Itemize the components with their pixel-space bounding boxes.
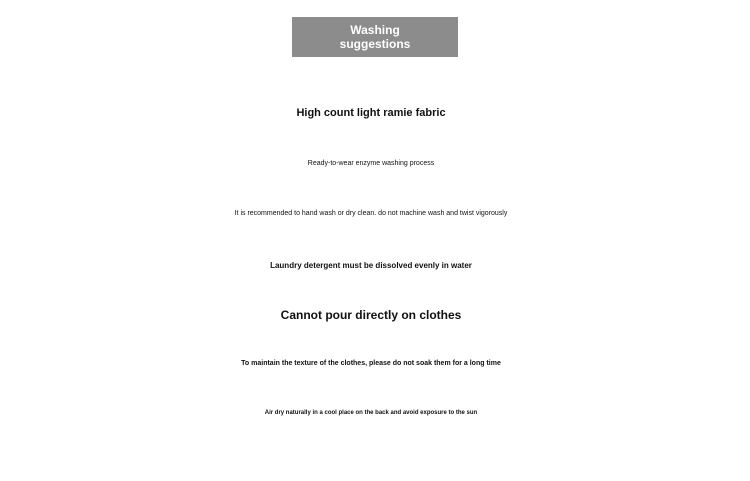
title-line-2: suggestions bbox=[339, 37, 411, 51]
title-line-1: Washing bbox=[350, 23, 400, 37]
washing-suggestions-title-box bbox=[292, 17, 458, 57]
suggestion-detergent: Laundry detergent must be dissolved evenly in water bbox=[270, 261, 472, 270]
suggestion-no-soak: To maintain the texture of the clothes, please do not soak them for a long time bbox=[241, 360, 501, 367]
suggestion-hand-wash: It is recommended to hand wash or dry clean. do not machine wash and twist vigorously bbox=[234, 210, 508, 217]
suggestion-process: Ready-to-wear enzyme washing process bbox=[307, 160, 435, 167]
suggestion-air-dry: Air dry naturally in a cool place on the back and avoid exposure to the sun bbox=[264, 410, 478, 416]
suggestion-no-direct-pour: Cannot pour directly on clothes bbox=[280, 308, 462, 322]
suggestion-fabric: High count light ramie fabric bbox=[296, 107, 446, 119]
